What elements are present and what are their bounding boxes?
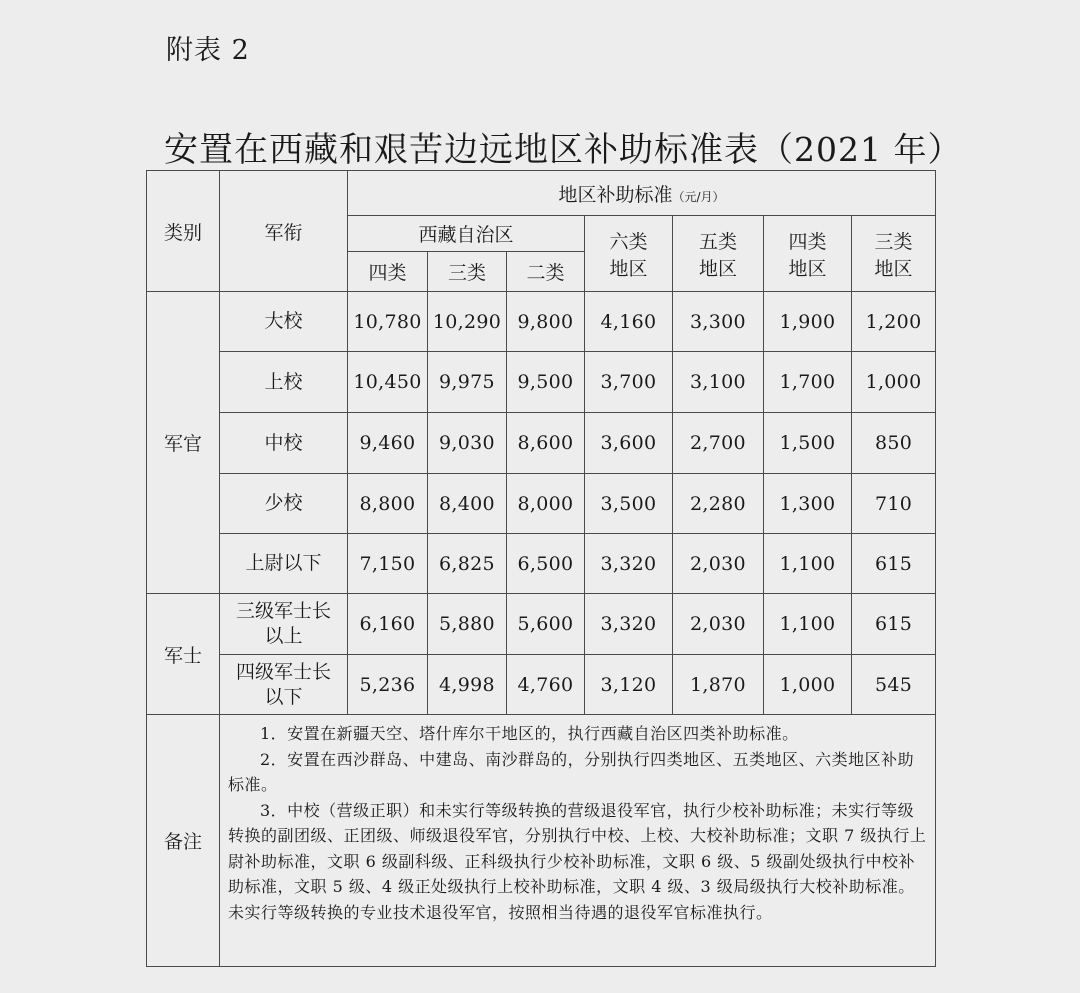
region-6-line2: 地区: [609, 257, 648, 280]
note-item: 3．中校（营级正职）和未实行等级转换的营级退役军官，执行少校补助标准；未实行等级转换的副团级、正团级、师级退役军官，分别执行中校、上校、大校补助标准；文职 7 级执行上尉补助标准，文职 6 级副科级、正科级执行少校补助标准，文职 6 级、5 级副处级执行中校补助标准，文职 5 级、4 级正处级执行上校补助标准，文职 4 级、3 级局级执行大校补助标准。未实行等级转换的专业技术退役军官，按照相当待遇的退役军官标准执行。: [228, 800, 927, 922]
notes-label: 备注: [147, 715, 220, 967]
value-cell: 9,500: [507, 352, 585, 413]
value-cell: 3,120: [585, 655, 673, 715]
value-cell: 4,160: [585, 292, 673, 352]
value-cell: 2,030: [673, 594, 764, 655]
value-cell: 9,800: [507, 292, 585, 352]
value-cell: 615: [852, 534, 936, 594]
header-rank: 军衔: [220, 171, 348, 292]
header-tibet-3: 三类: [428, 252, 507, 292]
rank-line1: 四级军士长: [235, 660, 331, 683]
note-item: 1．安置在新疆天空、塔什库尔干地区的，执行西藏自治区四类补助标准。: [260, 724, 799, 743]
value-cell: 1,870: [673, 655, 764, 715]
rank-cell: [220, 594, 348, 655]
appendix-label: 附表 2: [166, 35, 250, 66]
header-tibet-4: 四类: [348, 252, 428, 292]
value-cell: 5,236: [348, 655, 428, 715]
value-cell: 1,100: [764, 594, 852, 655]
value-cell: 3,500: [585, 474, 673, 534]
value-cell: 8,400: [428, 474, 507, 534]
value-cell: 1,700: [764, 352, 852, 413]
rank-cell: 少校: [220, 474, 348, 534]
value-cell: 5,600: [507, 594, 585, 655]
value-cell: 1,100: [764, 534, 852, 594]
header-region-4: [764, 216, 852, 292]
value-cell: 1,000: [764, 655, 852, 715]
value-cell: 6,825: [428, 534, 507, 594]
category-nco: 军士: [147, 594, 220, 715]
header-category: 类别: [147, 171, 220, 292]
value-cell: 615: [852, 594, 936, 655]
rank-cell: 中校: [220, 413, 348, 474]
rank-line1: 三级军士长: [235, 600, 331, 622]
value-cell: 9,460: [348, 413, 428, 474]
value-cell: 545: [852, 655, 936, 715]
value-cell: 4,760: [507, 655, 585, 715]
value-cell: 6,160: [348, 594, 428, 655]
region-3-line1: 三类: [874, 230, 913, 253]
title-year: 2021 年: [794, 130, 928, 169]
rank-cell: 上校: [220, 352, 348, 413]
value-cell: 2,030: [673, 534, 764, 594]
value-cell: 5,880: [428, 594, 507, 655]
header-subsidy: [348, 171, 936, 216]
region-5-line2: 地区: [698, 257, 737, 280]
table-row: [147, 292, 936, 352]
value-cell: 1,500: [764, 413, 852, 474]
value-cell: 3,600: [585, 413, 673, 474]
value-cell: 8,600: [507, 413, 585, 474]
table-row: [147, 474, 936, 534]
header-region-5: [673, 216, 764, 292]
region-3-line2: 地区: [874, 257, 913, 280]
value-cell: 9,975: [428, 352, 507, 413]
table-row: [147, 534, 936, 594]
region-4-line1: 四类: [788, 230, 827, 253]
category-officer: 军官: [147, 292, 220, 594]
rank-cell: 大校: [220, 292, 348, 352]
header-unit: （元/月）: [672, 189, 725, 204]
value-cell: 3,300: [673, 292, 764, 352]
notes-content: [220, 715, 936, 967]
value-cell: 3,100: [673, 352, 764, 413]
rank-line2: 以下: [264, 685, 303, 708]
value-cell: 10,290: [428, 292, 507, 352]
value-cell: 710: [852, 474, 936, 534]
note-item: 2．安置在西沙群岛、中建岛、南沙群岛的，分别执行四类地区、五类地区、六类地区补助标准。: [228, 749, 915, 794]
table-row: [147, 413, 936, 474]
header-tibet: 西藏自治区: [348, 216, 585, 252]
table-row: [147, 594, 936, 655]
rank-line2: 以上: [264, 625, 303, 647]
value-cell: 1,200: [852, 292, 936, 352]
value-cell: 8,800: [348, 474, 428, 534]
table-row: [147, 655, 936, 715]
value-cell: 3,320: [585, 534, 673, 594]
header-tibet-2: 二类: [507, 252, 585, 292]
page-title: [164, 122, 962, 171]
value-cell: 1,900: [764, 292, 852, 352]
value-cell: 1,300: [764, 474, 852, 534]
value-cell: 10,780: [348, 292, 428, 352]
header-region-3: [852, 216, 936, 292]
region-4-line2: 地区: [788, 257, 827, 280]
rank-cell: 上尉以下: [220, 534, 348, 594]
value-cell: 8,000: [507, 474, 585, 534]
value-cell: 2,280: [673, 474, 764, 534]
value-cell: 6,500: [507, 534, 585, 594]
rank-cell: [220, 655, 348, 715]
header-region-6: [585, 216, 673, 292]
value-cell: 4,998: [428, 655, 507, 715]
value-cell: 3,700: [585, 352, 673, 413]
title-close: ）: [927, 130, 963, 170]
title-text: 安置在西藏和艰苦边远地区补助标准表（: [164, 130, 794, 170]
value-cell: 7,150: [348, 534, 428, 594]
value-cell: 2,700: [673, 413, 764, 474]
value-cell: 10,450: [348, 352, 428, 413]
value-cell: 3,320: [585, 594, 673, 655]
header-subsidy-label: 地区补助标准: [558, 183, 673, 206]
value-cell: 850: [852, 413, 936, 474]
value-cell: 1,000: [852, 352, 936, 413]
subsidy-table: [146, 170, 936, 967]
value-cell: 9,030: [428, 413, 507, 474]
table-row: [147, 352, 936, 413]
region-6-line1: 六类: [609, 230, 648, 253]
region-5-line1: 五类: [698, 230, 737, 253]
